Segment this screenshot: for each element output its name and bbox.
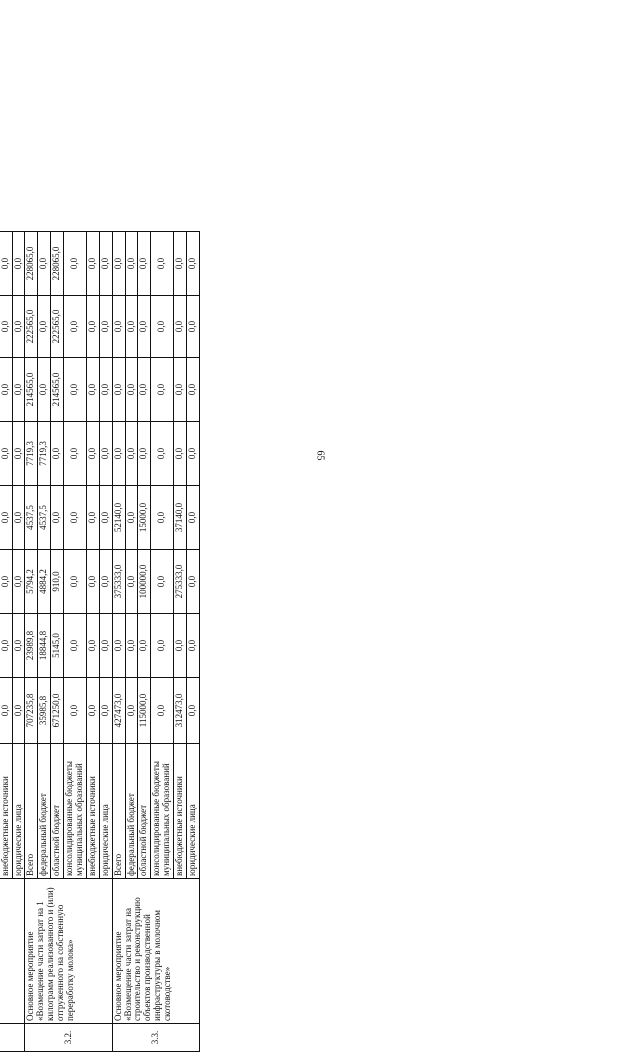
- amount-cell: 0,0: [12, 486, 25, 550]
- amount-cell: 5145,0: [51, 614, 64, 678]
- amount-cell: 0,0: [38, 232, 51, 296]
- amount-cell: 0,0: [64, 678, 87, 744]
- amount-cell: 0,0: [86, 296, 99, 358]
- amount-cell: 0,0: [99, 232, 112, 296]
- amount-cell: 375333,0: [112, 550, 125, 614]
- amount-cell: 0,0: [64, 550, 87, 614]
- amount-cell: 0,0: [0, 550, 12, 614]
- amount-cell: 7719,3: [25, 422, 38, 486]
- amount-cell: 0,0: [64, 486, 87, 550]
- amount-cell: 4884,2: [38, 550, 51, 614]
- amount-cell: 0,0: [187, 550, 200, 614]
- amount-cell: 0,0: [112, 614, 125, 678]
- amount-cell: 0,0: [64, 232, 87, 296]
- amount-cell: 0,0: [112, 296, 125, 358]
- amount-cell: 0,0: [187, 614, 200, 678]
- amount-cell: 0,0: [86, 678, 99, 744]
- amount-cell: 35985,8: [38, 678, 51, 744]
- amount-cell: 5794,2: [25, 550, 38, 614]
- amount-cell: 427473,0: [112, 678, 125, 744]
- amount-cell: 0,0: [86, 486, 99, 550]
- table-row: [25, 232, 38, 1052]
- amount-cell: 0,0: [86, 232, 99, 296]
- block-name: Основное мероприятие «Возмещение части затрат на 1 килограмм реализованного и (или) отгруженного на собственную переработку молока»: [25, 879, 112, 1024]
- budget-table: [0, 231, 200, 1052]
- amount-cell: 214565,0: [51, 358, 64, 422]
- amount-cell: 0,0: [125, 614, 138, 678]
- amount-cell: 0,0: [99, 422, 112, 486]
- amount-cell: 0,0: [86, 550, 99, 614]
- amount-cell: 0,0: [99, 550, 112, 614]
- amount-cell: 0,0: [125, 486, 138, 550]
- amount-cell: 0,0: [151, 296, 174, 358]
- amount-cell: 0,0: [38, 358, 51, 422]
- amount-cell: 0,0: [187, 296, 200, 358]
- amount-cell: 228065,0: [51, 232, 64, 296]
- amount-cell: 4537,5: [25, 486, 38, 550]
- amount-cell: 0,0: [138, 296, 151, 358]
- amount-cell: 0,0: [112, 232, 125, 296]
- block-name: [0, 879, 25, 1024]
- amount-cell: 0,0: [51, 486, 64, 550]
- amount-cell: 0,0: [125, 422, 138, 486]
- funding-source: юридические лица: [187, 744, 200, 879]
- amount-cell: 0,0: [12, 678, 25, 744]
- amount-cell: 0,0: [125, 678, 138, 744]
- table-row: [112, 232, 125, 1052]
- amount-cell: 0,0: [174, 614, 187, 678]
- funding-source: федеральный бюджет: [125, 744, 138, 879]
- amount-cell: 0,0: [187, 486, 200, 550]
- amount-cell: 23989,8: [25, 614, 38, 678]
- amount-cell: 0,0: [12, 422, 25, 486]
- amount-cell: 0,0: [174, 232, 187, 296]
- amount-cell: 0,0: [99, 296, 112, 358]
- amount-cell: 0,0: [12, 614, 25, 678]
- amount-cell: 0,0: [125, 296, 138, 358]
- amount-cell: 707235,8: [25, 678, 38, 744]
- amount-cell: 0,0: [151, 486, 174, 550]
- amount-cell: 18844,8: [38, 614, 51, 678]
- amount-cell: 115000,0: [138, 678, 151, 744]
- amount-cell: 0,0: [99, 358, 112, 422]
- page-number: 65: [314, 450, 326, 461]
- amount-cell: 275333,0: [174, 550, 187, 614]
- amount-cell: 0,0: [86, 614, 99, 678]
- amount-cell: 0,0: [99, 678, 112, 744]
- funding-source: Всего: [25, 744, 38, 879]
- amount-cell: 0,0: [12, 358, 25, 422]
- amount-cell: 0,0: [125, 358, 138, 422]
- funding-source: юридические лица: [12, 744, 25, 879]
- amount-cell: 0,0: [187, 232, 200, 296]
- amount-cell: 0,0: [12, 550, 25, 614]
- amount-cell: 0,0: [0, 678, 12, 744]
- block-name: Основное мероприятие «Возмещение части затрат на строительство и реконструкцию объектов производственной инфраструктуры в молочном скотоводстве»: [112, 879, 199, 1024]
- funding-source: федеральный бюджет: [38, 744, 51, 879]
- amount-cell: 52140,0: [112, 486, 125, 550]
- amount-cell: 0,0: [0, 614, 12, 678]
- amount-cell: 0,0: [125, 550, 138, 614]
- amount-cell: 0,0: [151, 678, 174, 744]
- amount-cell: 0,0: [138, 614, 151, 678]
- amount-cell: 0,0: [187, 678, 200, 744]
- amount-cell: 0,0: [125, 232, 138, 296]
- amount-cell: 0,0: [64, 296, 87, 358]
- amount-cell: 0,0: [151, 232, 174, 296]
- funding-source: внебюджетные источники: [86, 744, 99, 879]
- amount-cell: 228065,0: [25, 232, 38, 296]
- funding-source: областной бюджет: [51, 744, 64, 879]
- amount-cell: 0,0: [138, 358, 151, 422]
- block-code: 3.2.: [25, 1024, 112, 1052]
- funding-source: внебюджетные источники: [174, 744, 187, 879]
- amount-cell: 0,0: [99, 614, 112, 678]
- amount-cell: 0,0: [64, 358, 87, 422]
- amount-cell: 0,0: [12, 296, 25, 358]
- amount-cell: 222565,0: [51, 296, 64, 358]
- amount-cell: 0,0: [86, 422, 99, 486]
- amount-cell: 0,0: [174, 296, 187, 358]
- amount-cell: 0,0: [174, 422, 187, 486]
- amount-cell: 0,0: [0, 358, 12, 422]
- amount-cell: 0,0: [138, 232, 151, 296]
- amount-cell: 0,0: [64, 422, 87, 486]
- amount-cell: 910,0: [51, 550, 64, 614]
- amount-cell: 15000,0: [138, 486, 151, 550]
- funding-source: областной бюджет: [138, 744, 151, 879]
- funding-source: юридические лица: [99, 744, 112, 879]
- amount-cell: 0,0: [51, 422, 64, 486]
- amount-cell: 0,0: [151, 422, 174, 486]
- amount-cell: 7719,3: [38, 422, 51, 486]
- funding-source: внебюджетные источники: [0, 744, 12, 879]
- amount-cell: 37140,0: [174, 486, 187, 550]
- amount-cell: 214565,0: [25, 358, 38, 422]
- amount-cell: 0,0: [187, 358, 200, 422]
- amount-cell: 0,0: [174, 358, 187, 422]
- funding-source: Всего: [112, 744, 125, 879]
- amount-cell: 0,0: [138, 422, 151, 486]
- amount-cell: 0,0: [151, 550, 174, 614]
- amount-cell: 0,0: [38, 296, 51, 358]
- block-code: [0, 1024, 25, 1052]
- amount-cell: 0,0: [86, 358, 99, 422]
- amount-cell: 0,0: [0, 422, 12, 486]
- amount-cell: 0,0: [12, 232, 25, 296]
- amount-cell: 222565,0: [25, 296, 38, 358]
- table-body: [0, 232, 199, 1052]
- amount-cell: 0,0: [99, 486, 112, 550]
- amount-cell: 671250,0: [51, 678, 64, 744]
- amount-cell: 4537,5: [38, 486, 51, 550]
- amount-cell: 0,0: [0, 232, 12, 296]
- amount-cell: 0,0: [151, 614, 174, 678]
- amount-cell: 0,0: [112, 422, 125, 486]
- amount-cell: 312473,0: [174, 678, 187, 744]
- amount-cell: 0,0: [64, 614, 87, 678]
- block-code: 3.3.: [112, 1024, 199, 1052]
- amount-cell: 0,0: [187, 422, 200, 486]
- funding-source: консолидированные бюджеты муниципальных образований: [64, 744, 87, 879]
- amount-cell: 100000,0: [138, 550, 151, 614]
- rotated-table-wrapper: [0, 232, 385, 1052]
- amount-cell: 0,0: [151, 358, 174, 422]
- amount-cell: 0,0: [0, 296, 12, 358]
- amount-cell: 0,0: [0, 486, 12, 550]
- amount-cell: 0,0: [112, 358, 125, 422]
- funding-source: консолидированные бюджеты муниципальных образований: [151, 744, 174, 879]
